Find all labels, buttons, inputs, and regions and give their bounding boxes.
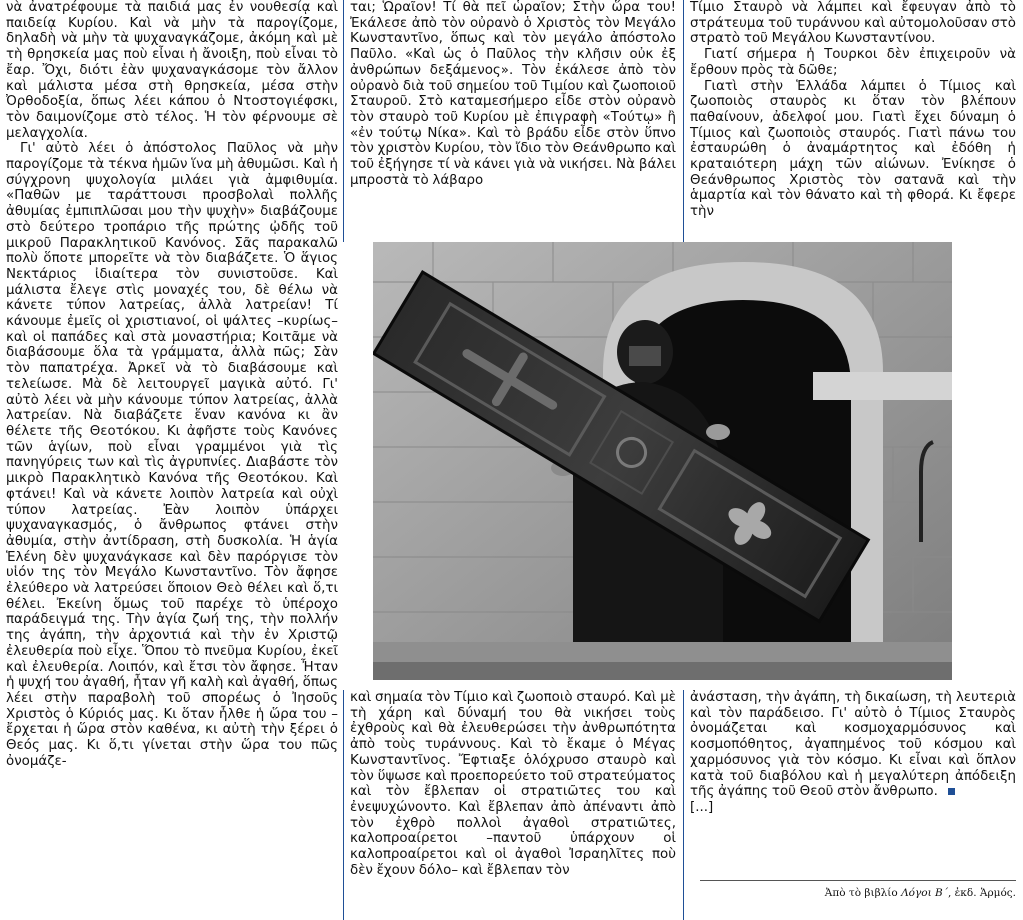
article-column-3-top (690, 0, 1016, 220)
book-title: Λόγοι Β΄ (901, 887, 948, 899)
column-rule (343, 0, 344, 242)
ellipsis: [...] (690, 799, 714, 815)
column-rule (343, 690, 344, 920)
end-mark (948, 788, 955, 795)
article-column-2-top (350, 0, 676, 188)
paragraph: καὶ σημαία τὸν Τίμιο καὶ ζωοποιὸ σταυρό. Καὶ μὲ τὴ χάρη καὶ δύναμή του θὰ νικήσει τοὺς ἐχθροὺς καὶ θὰ ἐλευθερώσει τὴν ἀνθρωπότητα ἀπὸ τοὺς τυράννους. Καὶ τὸ ἔκαμε ὁ Μέγας Κωνσταντῖνος. Ἔφτιαξε ὁλόχρυσο σταυρὸ καὶ τὸν ὕψωσε καὶ προεπορεύετο τοῦ στρατεύματος καὶ τὸν ἔβλεπαν οἱ στρατιῶτες του καὶ ἐνεψυχώνοντο. Καὶ ἔβλεπαν ἀπὸ ἀπέναντι ἀπὸ τὸν ἐχθρὸ πολλοὶ ἀγαθοὶ στρατιῶτες, καλοπροαίρετοι –παντοῦ ὑπάρχουν οἱ καλοπροαίρετοι καὶ οἱ ἀγαθοὶ Ἰσραηλῖτες ποὺ δὲν ἔχουν δόλο– καὶ ἔβλεπαν τὸν (350, 690, 676, 878)
paragraph: Γιατί σήμερα ἡ Τουρκοι δὲν ἐπιχειροῦν νὰ ἔρθουν πρὸς τὰ δῶθε; (690, 47, 1016, 78)
source-credit (700, 880, 1016, 899)
column-rule (683, 690, 684, 920)
paragraph: Τίμιο Σταυρὸ νὰ λάμπει καὶ ἔφευγαν ἀπὸ τὸ στράτευμα τοῦ τυράννου καὶ αὐτομολοῦσαν στὸ στρατὸ τοῦ Μεγάλου Κωνσταντίνου. (690, 0, 1016, 47)
photo-illustration (373, 242, 952, 680)
column-rule (683, 0, 684, 242)
paragraph: Γιατὶ στὴν Ἑλλάδα λάμπει ὁ Τίμιος καὶ ζωοποιὸς σταυρὸς κι ὅταν τὸν βλέπουν παθαίνουν, ἀδελφοί μου. Γιατὶ ἔχει δύναμη ὁ Τίμιος καὶ ζωοποιὸς σταυρός. Γιατὶ πάνω του ἐσταυρώθη ὁ ἀναμάρτητος καὶ ἐδόθη ἡ κραταιότερη μάχη τῶν αἰώνων. Ἐνίκησε ὁ Θεάνθρωπος Χριστὸς τὸν σατανᾶ καὶ τὴν ἁμαρτία καὶ τὸν θάνατο καὶ τὴ φθορά. Κι ἔφερε τὴν (690, 78, 1016, 220)
paragraph: νὰ ἀνατρέφουμε τὰ παιδιά μας ἐν νουθεσίᾳ καὶ παιδείᾳ Κυρίου. Καὶ νὰ μὴν τὰ παρογίζομε, δηλαδὴ νὰ μὴν τὰ ψυχαναγκάζομε, ἀκόμη καὶ μὲ τὴ θρησκεία μας ποὺ εἶναι ἡ ἄνοιξη, ποὺ εἶναι τὸ ἔαρ. Ὄχι, διότι ἐὰν ψυχαναγκάσομε τὸν ἄλλον καὶ μάλιστα μέσα στὴ θρησκεία, μέσα στὴν Ὀρθοδοξία, ὅπως λέει κάπου ὁ Ντοστογιέφσκι, τὸν δαιμονίζομε στὸ τέλος. Ἡ τὸν φέρνουμε σὲ μελαγχολία. (6, 0, 338, 141)
source-suffix: , ἐκδ. Ἁρμός. (948, 887, 1016, 899)
paragraph: Γι' αὐτὸ λέει ὁ ἀπόστολος Παῦλος νὰ μὴν παρογίζομε τὰ τέκνα ἡμῶν ἵνα μὴ ἀθυμῶσι. Καὶ ἡ σύγχρονη ψυχολογία μιλάει γιὰ ἀμφιθυμία. «Παθῶν με ταράττουσι προσβολαὶ πολλῆς ἀθυμίας ἐμπιπλῶσαι μου τὴν ψυχὴν» διαβάζουμε στὸ δεύτερο τροπάριο τῆς πρώτης ᾠδῆς τοῦ μικροῦ Παρακλητικοῦ Κανόνος. Σᾶς παρακαλῶ πολὺ ὅποτε μπορεῖτε νὰ τὸν διαβάζετε. Ὁ ἅγιος Νεκτάριος ἰδιαίτερα τὸν συνιστοῦσε. Καὶ μάλιστα ἔλεγε στὶς μοναχές του, δὲ θέλω νὰ κάνετε τύπον λατρείας, ἀλλὰ λατρείαν! Τί κάνουμε ἐμεῖς οἱ χριστιανοί, οἱ ψάλτες –κυρίως– καὶ οἱ παπάδες καὶ στὰ μοναστήρια; Κοιτᾶμε νὰ διαβάσουμε ὅλα τὰ γράμματα, ἀλλὰ πῶς; Σὰν τὸν παπατρέχα. Ἀρκεῖ νὰ τὸ διαβάσουμε καὶ τελείωσε. Μὰ δὲ λειτουργεῖ μαγικὰ αὐτό. Γι' αὐτὸ λέει νὰ μὴν κάνουμε τύπον λατρείας, ἀλλὰ λατρείαν. Νὰ διαβάζετε ἕναν κανόνα κι ἂν θέλετε τῆς Θεοτόκου. Κι ἀφῆστε τοὺς Κανόνες τῶν ἁγίων, ποὺ εἶναι γραμμένοι γιὰ τὶς πανηγύρεις των καὶ τὶς ἀγρυπνίες. Διαβάστε τὸν μικρὸ Παρακλητικὸ Κανόνα τῆς Θεοτόκου. Καὶ φτάνει! Καὶ νὰ κάνετε λοιπὸν λατρεία καὶ οὐχὶ τύπον λατρείας. Ἐὰν λοιπὸν ὑπάρχει ψυχαναγκασμός, ὁ ἄνθρωπος φτάνει στὴν ἀθυμία, στὴν ἀντίδραση, στὴ δυσκολία. Ἡ ἁγία Ἑλένη δὲν ψυχανάγκασε καὶ δὲν παρόργισε τὸν υἱόν της τὸν Μεγάλο Κωνσταντῖνο. Τὸν ἄφησε ἐλεύθερο νὰ λατρεύσει ὅποιον Θεὸ θέλει καὶ ὅ,τι θέλει. Ἐκείνη ὅμως τοῦ παρέχε τὸ ὑπέροχο παράδειγμά της. Τὴν ἁγία ζωή της, τὴν πολλήν της ἀγάπη, τὴν ἀρχοντιά καὶ τὴν ἐν Χριστῷ ἐλευθερία ποὺ εἶχε. Ὅπου τὸ πνεῦμα Κυρίου, ἐκεῖ καὶ ἐλευθερία. Λοιπόν, καὶ ἔτσι τὸν ἄφησε. Ἦταν ἡ ψυχή του ἀγαθή, ἦταν γῆ καλὴ καὶ ἀγαθή, ὅπως λέει στὴν παραβολὴ τοῦ σπορέως ὁ Ἰησοῦς Χριστὸς ὁ Κύριός μας. Κι ὅταν ἦλθε ἡ ὥρα του – ἔρχεται ἡ ὥρα στὸν καθένα, κι αὐτὴ τὴν ξέρει ὁ Θεός μας. Κι ὅ,τι γίνεται στὴν ὥρα του πῶς ὀνομάζε- (6, 141, 338, 769)
paragraph-text: ἀνάσταση, τὴν ἀγάπη, τὴ δικαίωση, τὴ λευτεριὰ καὶ τὸν παράδεισο. Γι' αὐτὸ ὁ Τίμιος Σταυρὸς ὀνομάζεται καὶ κοσμοχαρμόσυνος καὶ κοσμοπόθητος, ἀγαπημένος τοῦ κόσμου καὶ χαρμόσυνος γιὰ τὸν κόσμο. Κι εἶναι καὶ ὅπλον κατὰ τοῦ διαβόλου καὶ ἡ μεγαλύτερη ἀπόδειξη τῆς ἀγάπης τοῦ Θεοῦ στὸν ἄνθρωπο. (690, 690, 1016, 800)
article-column-1 (6, 0, 338, 769)
source-prefix: Ἀπὸ τὸ βιβλίο (824, 887, 902, 899)
article-column-2-bottom (350, 690, 676, 878)
paragraph: ται; Ὡραῖον! Τί θὰ πεῖ ὡραῖον; Στὴν ὥρα του! Ἐκάλεσε ἀπὸ τὸν οὐρανὸ ὁ Χριστὸς τὸν Μεγάλο Κωνσταντῖνο, ὅπως καὶ τὸν μεγάλο ἀπόστολο Παῦλο. «Καὶ ὡς ὁ Παῦλος τὴν κλῆσιν οὐκ ἐξ ἀνθρώπων δεξάμενος». Τὸν ἐκάλεσε ἀπὸ τὸν οὐρανὸ διὰ τοῦ σημείου τοῦ Τιμίου καὶ ζωοποιοῦ Σταυροῦ. Στὸ καταμεσήμερο εἶδε στὸν οὐρανὸ τὸν σταυρὸ τοῦ Κυρίου μὲ ἐπιγραφὴ «Τούτῳ» ἢ «ἐν τούτῳ Νίκα». Καὶ τὸ βράδυ εἶδε στὸν ὕπνο τὸν χριστὸν Κυρίου, τὸν ἴδιο τὸν Θεάνθρωπο καὶ τοῦ ἐξήγησε τί νὰ κάνει γιὰ νὰ νικήσει. Νὰ βάλει μπροστὰ τὸ λάβαρο (350, 0, 676, 188)
monk-with-cross-photo (373, 242, 952, 680)
paragraph (690, 690, 1016, 816)
article-column-3-bottom (690, 690, 1016, 816)
